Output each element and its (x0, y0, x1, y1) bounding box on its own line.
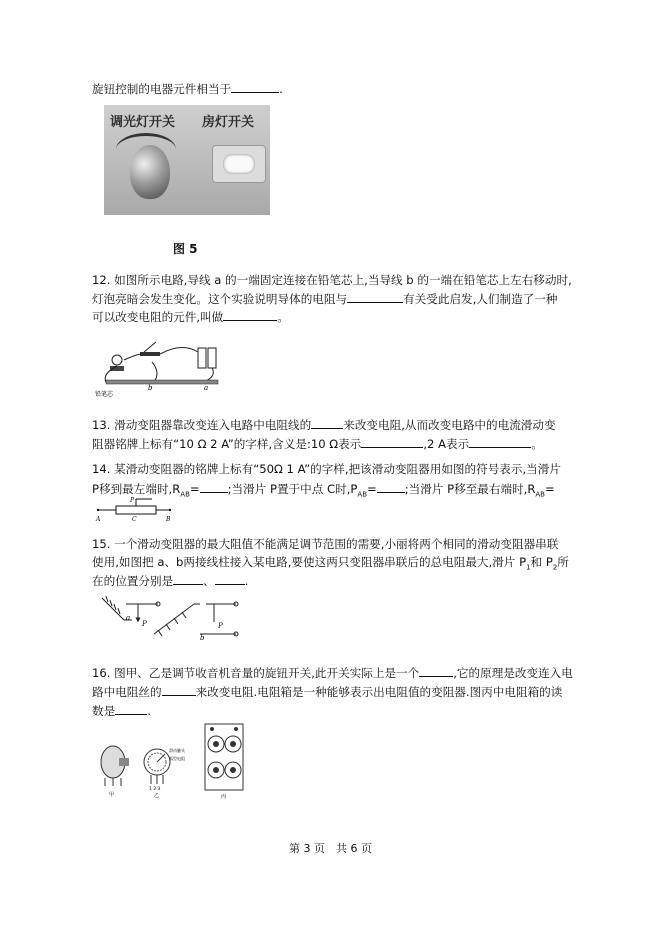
answer-blank (377, 481, 405, 493)
label-a: a (204, 384, 209, 392)
answer-blank (223, 309, 277, 321)
q13-line-2 (92, 436, 543, 452)
switch-icon (140, 352, 160, 356)
subscript: AB (535, 490, 545, 499)
q14-line-1: 14. 某滑动变阻器的铭牌上标有“50Ω 1 A”的字样,把该滑动变阻器用如图的符号表示,当滑片 (92, 462, 561, 476)
q16-line-2 (92, 684, 562, 700)
text: 13. 滑动变阻器靠改变连入电路中电阻线的 (92, 418, 312, 432)
answer-blank (469, 436, 531, 448)
text: 数是 (92, 704, 116, 718)
slide-contact-label: 滑动触头 (169, 748, 185, 753)
text: = (189, 482, 200, 496)
label-p2: P (218, 622, 223, 630)
label-jia: 甲 (109, 792, 115, 798)
text: 有关受此启发,人们制造了一种 (403, 292, 558, 306)
q16-line-1 (92, 665, 573, 681)
label-b: b (148, 384, 153, 392)
q15-line-3 (92, 573, 248, 589)
answer-blank (200, 481, 228, 493)
battery-icon (208, 348, 216, 368)
resistor-box (116, 506, 156, 514)
text: . (244, 574, 249, 588)
series-rheostats (96, 590, 246, 642)
text: 使用,如图把 a、b两接线柱接入某电路,要使这两只变阻器串联后的总电阻最大,滑片 P (92, 555, 527, 569)
coil-mid (158, 612, 186, 636)
label-bing: 丙 (221, 794, 227, 800)
arc-resistor-label: 弧型电阻 (169, 756, 185, 761)
coil-left (102, 596, 124, 620)
q12-line-3 (92, 309, 289, 325)
answer-blank (231, 81, 279, 93)
text: = (544, 482, 555, 496)
subscript: 1 (526, 563, 531, 572)
q16-line-3 (92, 703, 151, 719)
subscript: AB (357, 490, 367, 499)
q12-line-1: 12. 如图所示电路,导线 a 的一端固定连接在铅笔芯上,当导线 b 的一端在铅笔芯上左右移动时, (92, 273, 572, 287)
q15-line-1: 15. 一个滑动变阻器的最大阻值不能满足调节范围的需要,小丽将两个相同的滑动变阻器串联 (92, 537, 559, 551)
pencil-lead (106, 380, 218, 384)
dimmer-switch-label: 调光灯开关 (110, 115, 176, 130)
text: 来改变电阻,从而改变电路中的电流滑动变 (343, 418, 556, 432)
text: 16. 图甲、乙是调节收音机音量的旋钮开关,此开关实际上是一个 (92, 666, 420, 680)
text: . (147, 704, 151, 718)
answer-blank (419, 665, 453, 677)
text: 路中电阻丝的 (92, 685, 162, 699)
terminal-numbers: 1 2 3 (149, 787, 161, 792)
text: 可以改变电阻的元件,叫做 (92, 310, 224, 324)
pencil-label: 铅笔芯 (95, 391, 114, 398)
answer-blank (162, 684, 196, 696)
text: ;当滑片 P移至最右端时,R (404, 482, 536, 496)
label-b: B (166, 516, 171, 522)
text: . (279, 82, 283, 96)
text: P移到最左端时,R (92, 482, 181, 496)
page-number: 第 3 页 共 6 页 (289, 842, 372, 855)
q12-line-2 (92, 291, 557, 307)
text: ;当滑片 P置于中点 C时,P (227, 482, 358, 496)
switch-photo (104, 105, 270, 215)
text: ,它的原理是改变连入电 (453, 666, 573, 680)
text: 和 P (530, 555, 553, 569)
text: 所 (557, 555, 569, 569)
text: 在的位置分别是 (92, 574, 174, 588)
answer-blank (215, 573, 245, 585)
answer-blank (115, 703, 147, 715)
text: 阻器铭牌上标有“10 Ω 2 A”的字样,含义是:10 Ω表示 (92, 437, 362, 451)
label-c: C (132, 516, 137, 522)
label-p: P (130, 497, 135, 504)
resistance-box (205, 724, 243, 790)
label-a: A (96, 516, 101, 522)
volume-knob-and-resistance-box (95, 722, 245, 800)
text: = (367, 482, 377, 496)
rheostat-symbol (94, 496, 184, 522)
label-a: a (126, 614, 131, 622)
subscript: AB (180, 490, 190, 499)
label-yi: 乙 (154, 793, 160, 799)
text: 。 (531, 437, 543, 451)
bulb-icon (112, 355, 122, 365)
room-switch-label: 房灯开关 (202, 115, 255, 130)
pencil-lead-circuit (92, 332, 227, 404)
subscript: 2 (552, 563, 558, 572)
rocker-switch (212, 145, 266, 183)
answer-blank (173, 573, 203, 585)
text-line-1 (92, 81, 283, 97)
text: 、 (203, 574, 215, 588)
label-p1: P (142, 620, 147, 628)
text: ,2 A表示 (423, 437, 470, 451)
text: 。 (277, 310, 289, 324)
q13-line-1 (92, 417, 556, 433)
text: 来改变电阻.电阻箱是一种能够表示出电阻值的变阻器.图丙中电阻箱的读 (195, 685, 563, 699)
answer-blank (347, 291, 403, 303)
text: 灯泡亮暗会发生变化。这个实验说明导体的电阻与 (92, 292, 348, 306)
figure-caption: 图 5 (173, 242, 198, 256)
label-b: b (200, 634, 205, 642)
answer-blank (361, 436, 423, 448)
answer-blank (311, 417, 343, 429)
text: 旋钮控制的电器元件相当于 (92, 82, 232, 96)
rotary-knob (130, 145, 170, 199)
